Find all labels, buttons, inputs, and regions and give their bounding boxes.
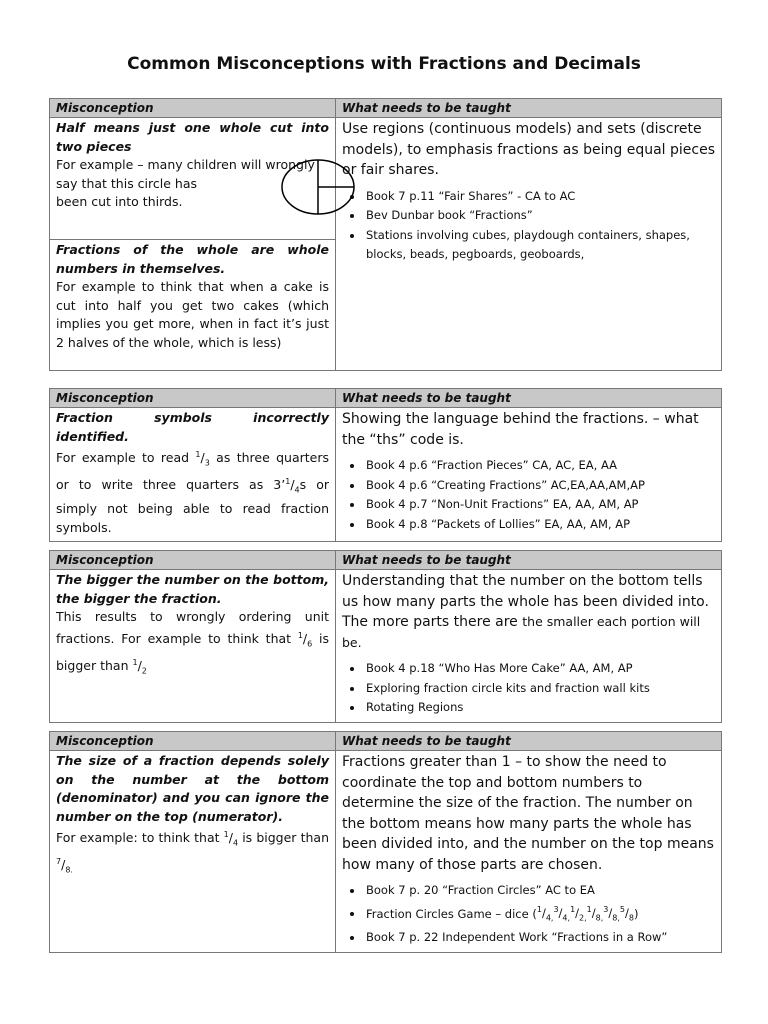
fraction: $^1/_3$	[195, 450, 210, 468]
list-item: • Book 7 p.11 “Fair Shares” - CA to AC	[364, 187, 715, 207]
teaching-cell-1	[336, 118, 722, 371]
misconception-cell-symbols	[50, 408, 336, 542]
fraction: $^1/_2$	[132, 657, 147, 676]
header-what-needs-to-be-taught: What needs to be taught	[336, 732, 722, 751]
circle-thirds-diagram	[280, 157, 360, 217]
misconception-title: Fraction symbols incorrectly identified.	[56, 410, 329, 444]
page-title: Common Misconceptions with Fractions and Decimals	[127, 54, 641, 74]
list-item: • Book 4 p.6 “Fraction Pieces” CA, AC, EA, AA	[364, 456, 715, 476]
teaching-cell-2	[336, 408, 722, 542]
misconception-example: For example to read $^1/_3$ as three quarters or to write three quarters as $3’^1/_4s$ or simply not being able to read fraction symbols.	[56, 450, 330, 535]
misconception-example-cont: been cut into thirds.	[56, 194, 183, 209]
teaching-lead: Use regions (continuous models) and sets (discrete models), to emphasis fractions as being equal pieces or fair shares.	[342, 121, 716, 178]
fraction: $^1/_6$	[297, 630, 313, 649]
misconception-example: This results to wrongly ordering unit fractions. For example to think that $^1/_6$ is bigger than $^1/_2$	[56, 609, 329, 676]
list-item: • Book 4 p.7 “Non-Unit Fractions” EA, AA, AM, AP	[364, 495, 715, 515]
header-misconception: Misconception	[50, 389, 336, 408]
fraction: $^7/_{8.}$	[56, 857, 73, 875]
list-item: • Stations involving cubes, playdough containers, shapes, blocks, beads, pegboards, geoboards,	[364, 226, 715, 265]
header-what-needs-to-be-taught: What needs to be taught	[336, 389, 722, 408]
misconception-cell-whole-numbers	[50, 240, 336, 371]
resource-list	[342, 456, 715, 534]
fraction: $^1/_{4,}$	[536, 905, 554, 923]
teaching-lead: Showing the language behind the fractions. – what the “ths” code is.	[342, 411, 699, 448]
fraction: $^5/_8$	[619, 905, 634, 923]
misconception-cell-denominator	[50, 751, 336, 953]
header-misconception: Misconception	[50, 551, 336, 570]
list-item: • Bev Dunbar book “Fractions”	[364, 206, 715, 226]
list-item: • Rotating Regions	[364, 698, 715, 718]
teaching-cell-4	[336, 751, 722, 953]
misconception-table-2	[49, 388, 722, 542]
fraction: $^1/_{8,}$	[586, 905, 604, 923]
teaching-lead: Fractions greater than 1 – to show the need to coordinate the top and bottom numbers to determine the size of the fraction. The number on the bottom means how many parts the whole has been divided into, and the number on the top means how many of those parts are chosen.	[342, 754, 714, 873]
list-item: • Book 4 p.6 “Creating Fractions” AC,EA,AA,AM,AP	[364, 476, 715, 496]
fraction: $^3/_{8,}$	[603, 905, 620, 923]
misconception-cell-half	[50, 118, 336, 240]
header-misconception: Misconception	[50, 99, 336, 118]
misconception-table-3	[49, 550, 722, 723]
misconception-table-1	[49, 98, 722, 371]
resource-list	[342, 187, 715, 265]
header-what-needs-to-be-taught: What needs to be taught	[336, 551, 722, 570]
fraction: $^1/_4$	[223, 830, 239, 848]
misconception-title: The size of a fraction depends solely on the number at the bottom (denominator) and you can ignore the number on the top (numerator).	[56, 753, 329, 824]
fraction: $^1/_{2,}$	[570, 905, 587, 923]
misconception-cell-bigger-bottom	[50, 570, 336, 723]
teaching-cell-3	[336, 570, 722, 723]
list-item: • Book 4 p.18 “Who Has More Cake” AA, AM, AP	[364, 659, 715, 679]
header-misconception: Misconception	[50, 732, 336, 751]
misconception-title: The bigger the number on the bottom, the bigger the fraction.	[56, 572, 329, 606]
list-item: • Book 7 p. 20 “Fraction Circles” AC to EA	[364, 881, 715, 901]
resource-list	[342, 881, 715, 948]
misconception-example: For example: to think that $^1/_4$ is bigger than $^7/_{8.}$	[56, 830, 329, 875]
misconception-example: For example to think that when a cake is cut into half you get two cakes (which implies you get more, when in fact it’s just 2 halves of the whole, which is less)	[56, 279, 329, 350]
list-item: • Fraction Circles Game – dice $(^1/_{4,}^3/_{4,}^1/_{2,}^1/_{8,}^3/_{8,}^5/_8)$	[364, 901, 715, 929]
misconception-example: For example – many children will wrongly say that this circle has	[56, 157, 315, 191]
misconception-title: Fractions of the whole are whole numbers in themselves.	[56, 242, 329, 276]
teaching-lead: Understanding that the number on the bottom tells us how many parts the whole has been divided into. The more parts there are the smaller each portion will be.	[342, 573, 709, 650]
misconception-table-4	[49, 731, 722, 953]
fraction: $^1/_4$	[285, 477, 300, 495]
list-item: • Exploring fraction circle kits and fraction wall kits	[364, 679, 715, 699]
misconception-title: Half means just one whole cut into two pieces	[56, 120, 329, 154]
fraction: $^3/_{4,}$	[553, 905, 571, 923]
resource-list	[342, 659, 715, 718]
list-item: • Book 7 p. 22 Independent Work “Fractions in a Row”	[364, 928, 715, 948]
header-what-needs-to-be-taught: What needs to be taught	[336, 99, 722, 118]
list-item: • Book 4 p.8 “Packets of Lollies” EA, AA, AM, AP	[364, 515, 715, 535]
